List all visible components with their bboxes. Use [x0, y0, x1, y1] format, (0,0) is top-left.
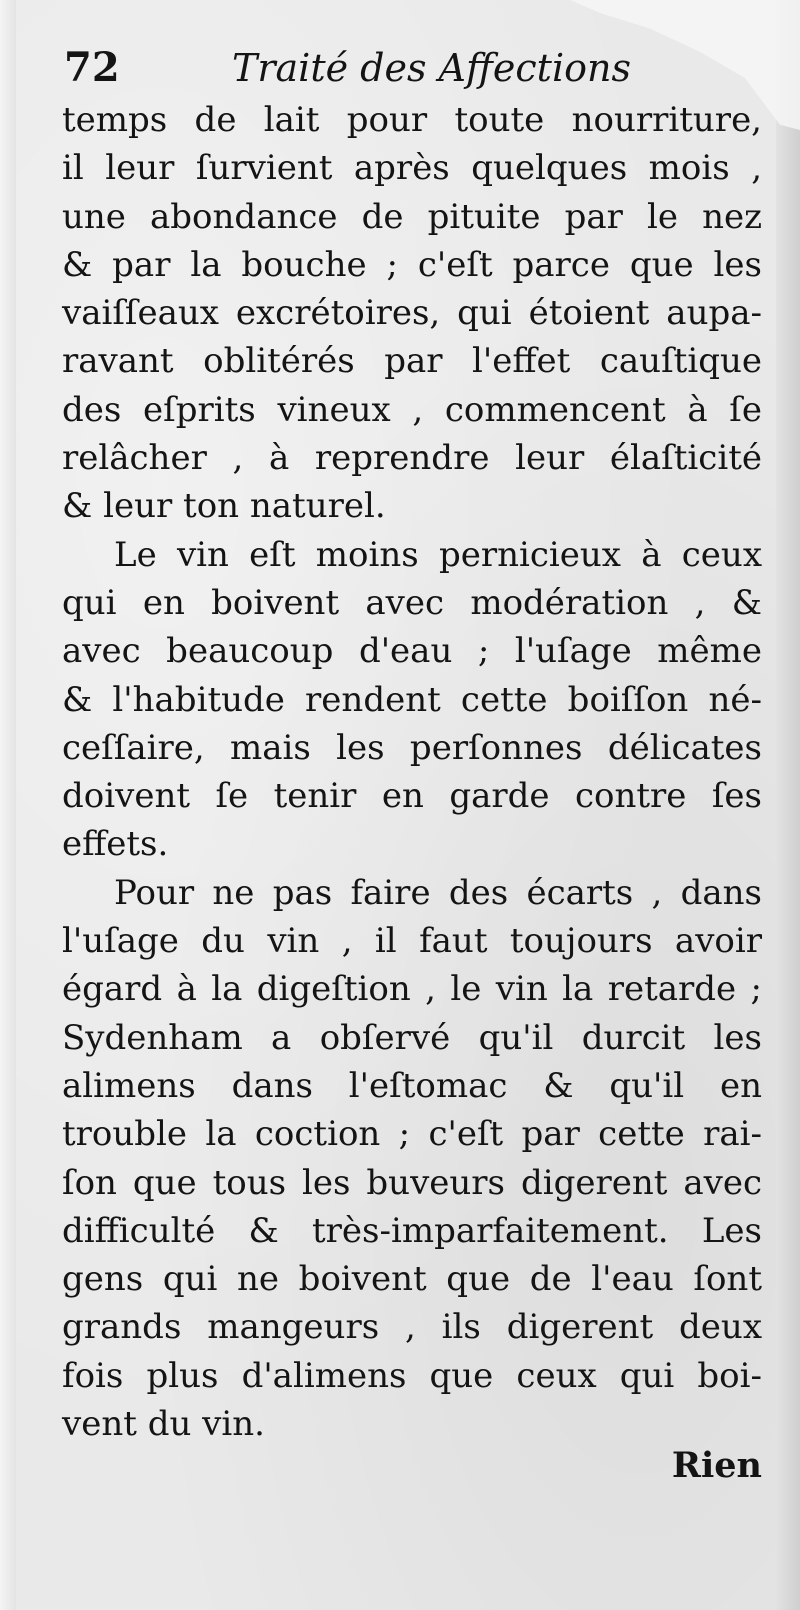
text-line: vent du vin. — [62, 1404, 265, 1445]
text-line: vaiſſeaux excrétoires, qui étoient aupa- — [62, 293, 762, 334]
text-line: alimens dans l'eſtomac & qu'il en — [62, 1065, 762, 1106]
text-line: relâcher , à reprendre leur élaſticité — [62, 438, 762, 479]
text-line: ſon que tous les buveurs digerent avec — [62, 1162, 762, 1203]
text-line: effets. — [62, 824, 169, 865]
text-line: Sydenham a obſervé qu'il durcit les — [62, 1017, 762, 1058]
text-line: l'uſage du vin , il faut toujours avoir — [62, 921, 762, 962]
text-line: fois plus d'alimens que ceux qui boi- — [62, 1355, 762, 1396]
page-number: 72 — [64, 44, 120, 91]
text-line: ravant oblitérés par l'effet cauſtique — [62, 341, 762, 382]
catchword: Rien — [671, 1445, 762, 1486]
text-line: ceſſaire, mais les perſonnes délicates — [62, 727, 762, 768]
text-line: avec beaucoup d'eau ; l'uſage même — [62, 631, 762, 672]
page-left-edge — [0, 0, 16, 1610]
text-line: une abondance de pituite par le nez — [62, 196, 762, 237]
page-right-edge — [776, 0, 800, 1610]
text-line: & leur ton naturel. — [62, 486, 386, 527]
text-line: & par la bouche ; c'eſt parce que les — [62, 244, 762, 285]
body-text — [62, 96, 762, 1448]
text-line: & l'habitude rendent cette boiſſon né- — [62, 679, 762, 720]
text-line: gens qui ne boivent que de l'eau ſont — [62, 1259, 762, 1300]
page-header — [64, 40, 764, 96]
text-line: qui en boivent avec modération , & — [62, 582, 762, 623]
text-line: il leur ſurvient après quelques mois , — [62, 148, 762, 189]
text-line: temps de lait pour toute nourriture, — [62, 100, 762, 140]
text-line: Le vin eſt moins pernicieux à ceux — [114, 534, 762, 575]
text-line: doivent ſe tenir en garde contre ſes — [62, 776, 762, 817]
text-line: égard à la digeſtion , le vin la retarde ; — [62, 969, 762, 1010]
running-title: Traité des Affections — [232, 46, 631, 90]
text-line: trouble la coction ; c'eſt par cette rai- — [62, 1114, 762, 1155]
text-line: des eſprits vineux , commencent à ſe — [62, 389, 762, 430]
text-line: Pour ne pas faire des écarts , dans — [114, 872, 762, 913]
text-line: difficulté & très-imparfaitement. Les — [62, 1210, 762, 1251]
text-line: grands mangeurs , ils digerent deux — [62, 1307, 762, 1348]
